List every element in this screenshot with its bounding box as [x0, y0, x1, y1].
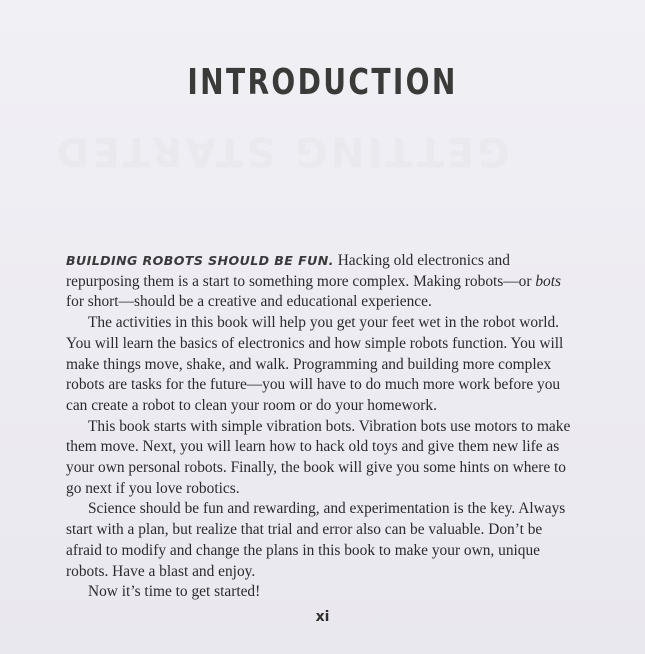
paragraph-4: Science should be fun and rewarding, and experimentation is the key. Always start with a plan, but realize that trial and error also can be valuable. Don’t be afraid to modify and change the plans in this book to make your own, unique robots. Have a blast and enjoy.	[66, 500, 566, 580]
body-text	[66, 251, 576, 603]
paragraph-3: This book starts with simple vibration bots. Vibration bots use motors to make them move. Next, you will learn how to hack old toys and give them new life as your own personal robots. Finally, the book will give you some hints on where to go next if you love robotics.	[66, 417, 571, 497]
paragraph-1	[66, 251, 576, 313]
paragraph-5: Now it’s time to get started!	[88, 583, 261, 601]
lead-in: BUILDING ROBOTS SHOULD BE FUN.	[66, 253, 334, 268]
page-title: INTRODUCTION	[187, 62, 458, 103]
paragraph-1-text-a: Hacking old electronics and repurposing them is a start to something more complex. Making robots—or	[66, 252, 536, 290]
paragraph-1-text-b: for short—should be a creative and educational experience.	[66, 293, 432, 311]
bleed-through-text: GETTING STARTED	[53, 128, 510, 174]
paragraph-2: The activities in this book will help you get your feet wet in the robot world. You will learn the basics of electronics and how simple robots function. You will make things move, shake, and walk. Programming and building more complex robots are tasks for the future—you will have to do much more work before you can create a robot to clean your room or do your homework.	[66, 314, 564, 414]
page-number: xi	[315, 609, 330, 625]
paragraph-1-emphasis: bots	[535, 272, 561, 290]
